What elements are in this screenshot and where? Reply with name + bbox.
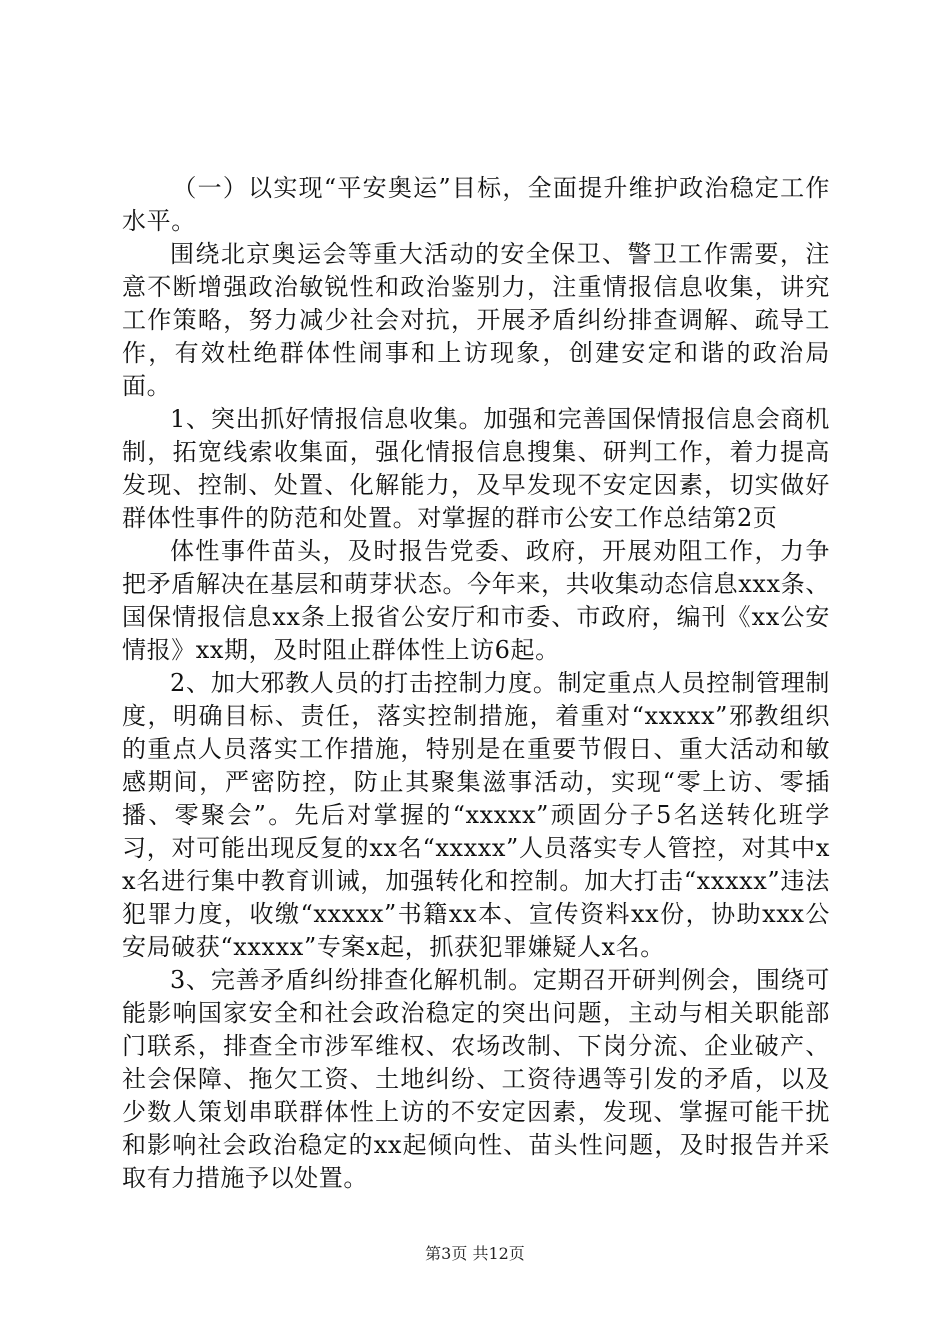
section-heading: （一）以实现“平安奥运”目标，全面提升维护政治稳定工作水平。 [122, 174, 830, 235]
document-body [122, 172, 830, 1195]
paragraph-item-3: 3、完善矛盾纠纷排查化解机制。定期召开研判例会，围绕可能影响国家安全和社会政治稳定的突出问题，主动与相关职能部门联系，排查全市涉军维权、农场改制、下岗分流、企业破产、社会保障、拖欠工资、土地纠纷、工资待遇等引发的矛盾，以及少数人策划串联群体性上访的不安定因素，发现、掌握可能干扰和影响社会政治稳定的xx起倾向性、苗头性问题，及时报告并采取有力措施予以处置。 [122, 966, 830, 1192]
paragraph-item-1-continued: 体性事件苗头，及时报告党委、政府，开展劝阻工作，力争把矛盾解决在基层和萌芽状态。今年来，共收集动态信息xxx条、国保情报信息xx条上报省公安厅和市委、市政府，编刊《xx公安情报》xx期，及时阻止群体性上访6起。 [122, 537, 830, 664]
paragraph-item-2: 2、加大邪教人员的打击控制力度。制定重点人员控制管理制度，明确目标、责任，落实控制措施，着重对“xxxxx”邪教组织的重点人员落实工作措施，特别是在重要节假日、重大活动和敏感期间，严密防控，防止其聚集滋事活动，实现“零上访、零插播、零聚会”。先后对掌握的“xxxxx”顽固分子5名送转化班学习，对可能出现反复的xx名“xxxxx”人员落实专人管控，对其中xx名进行集中教育训诫，加强转化和控制。加大打击“xxxxx”违法犯罪力度，收缴“xxxxx”书籍xx本、宣传资料xx份，协助xxx公安局破获“xxxxx”专案x起，抓获犯罪嫌疑人x名。 [122, 669, 830, 961]
page-number-footer: 第3页 共12页 [425, 1244, 525, 1263]
paragraph-item-1: 1、突出抓好情报信息收集。加强和完善国保情报信息会商机制，拓宽线索收集面，强化情报信息搜集、研判工作，着力提高发现、控制、处置、化解能力，及早发现不安定因素，切实做好群体性事件的防范和处置。对掌握的群市公安工作总结第2页 [122, 405, 830, 532]
paragraph-intro: 围绕北京奥运会等重大活动的安全保卫、警卫工作需要，注意不断增强政治敏锐性和政治鉴别力，注重情报信息收集，讲究工作策略，努力减少社会对抗，开展矛盾纠纷排查调解、疏导工作，有效杜绝群体性闹事和上访现象，创建安定和谐的政治局面。 [122, 240, 830, 400]
